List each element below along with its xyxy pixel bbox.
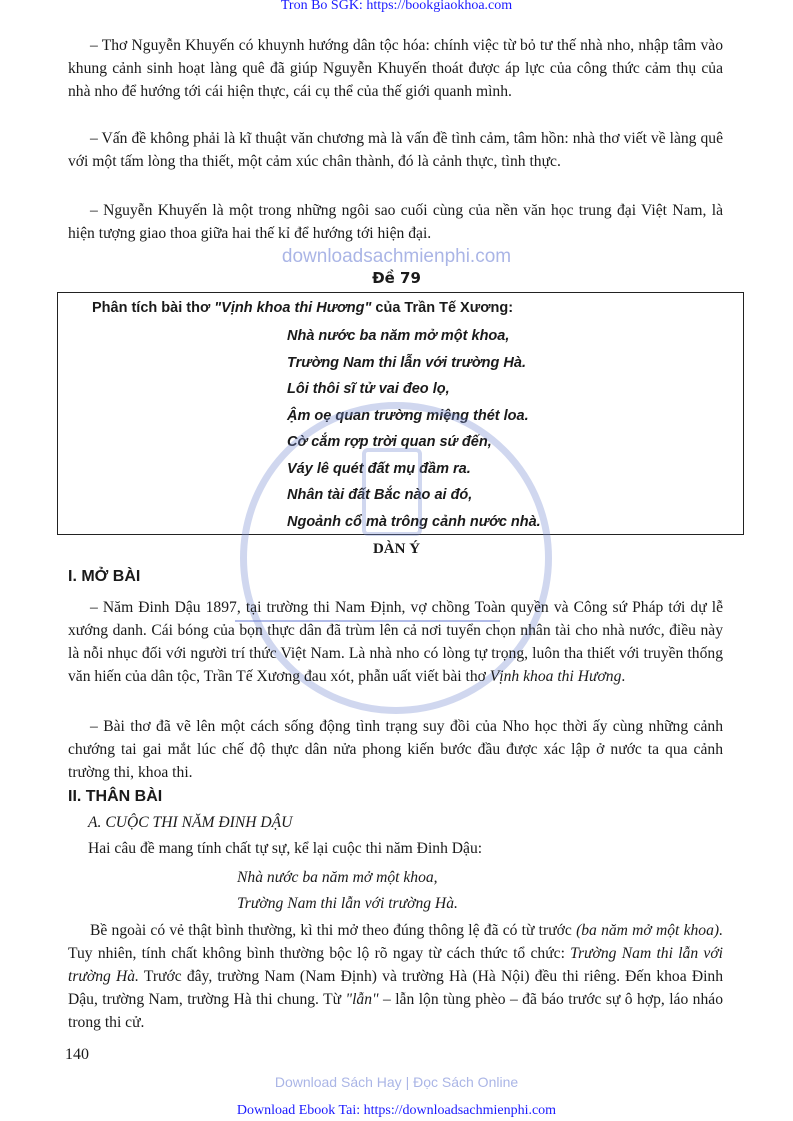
header-link[interactable]: Tron Bo SGK: https://bookgiaokhoa.com — [280, 0, 513, 13]
prompt-prefix: Phân tích bài thơ — [92, 300, 215, 316]
p-a: Bề ngoài có vẻ thật bình thường, kì thi mở theo đúng thông lệ đã có từ trước — [90, 922, 577, 939]
section2-quote — [237, 865, 458, 917]
intro-paragraph-1: – Thơ Nguyễn Khuyến có khuynh hướng dân tộc hóa: chính việc từ bỏ tư thế nhà nho, nhập tâm vào khung cảnh sinh hoạt làng quê đã giúp Nguyễn Khuyến thoát được áp lực của công thức cảm thụ của nhà nho để hướng tới cái hiện thực, cái cụ thể của thế giới quanh mình. — [68, 37, 723, 100]
poem-line: Váy lê quét đất mụ đầm ra. — [287, 460, 471, 477]
p1-text: – Năm Đinh Dậu 1897, tại trường thi Nam Định, vợ chồng Toàn quyền và Công sứ Pháp tới dự lễ xướng danh. Cái bóng của bọn thực dân đã trùm lên cả nơi tuyển chọn nhân tài cho nhà nước, điều này là nỗi nhục đối với người trí thức Việt Nam. Là nhà nho có lòng tự trọng, luôn tha thiết với truyền thống văn hiến của dân tộc, Trần Tế Xương đau xót, phẫn uất viết bài thơ — [68, 599, 723, 685]
p-b: (ba năm mở một khoa). — [576, 922, 723, 939]
exercise-prompt — [92, 300, 513, 316]
prompt-poem-title: "Vịnh khoa thi Hương" — [214, 300, 372, 316]
p-e: Trước đây, trường Nam (Nam Định) và trường Hà (Hà Nội) đều thi riêng. Đến khoa Đinh Dậu, trường Nam, trường Hà thi chung. Từ — [68, 968, 724, 1008]
section2-subheading: A. CUỘC THI NĂM ĐINH DẬU — [88, 814, 293, 831]
section1-heading: I. MỞ BÀI — [68, 568, 141, 585]
exercise-title: Đề 79 — [372, 269, 421, 287]
p-f: "lẫn" — [345, 991, 379, 1008]
section2-heading: II. THÂN BÀI — [68, 788, 163, 805]
quote-line: Trường Nam thi lẫn với trường Hà. — [237, 895, 458, 912]
p1-end: . — [621, 668, 626, 685]
intro-paragraph-2: – Vấn đề không phải là kĩ thuật văn chương mà là vấn đề tình cảm, tâm hồn: nhà thơ viết về làng quê với một tấm lòng tha thiết, một cảm xúc chân thành, đó là cảnh thực, tình thực. — [68, 130, 723, 170]
poem-line: Nhà nước ba năm mở một khoa, — [287, 328, 510, 344]
section2-paragraph — [68, 919, 723, 1034]
watermark-site: downloadsachmienphi.com — [281, 246, 512, 267]
p-c: Tuy nhiên, tính chất không bình thường bộc lộ rõ ngay từ cách thức tổ chức: — [68, 945, 571, 962]
section1-paragraph-1 — [68, 596, 723, 688]
p-g: – lẫn lộn tùng phèo – đã báo trước sự ô hợp, láo nháo trong thi cử. — [68, 991, 723, 1031]
section2-intro: Hai câu đề mang tính chất tự sự, kể lại cuộc thi năm Đinh Dậu: — [88, 840, 483, 857]
poem-line: Trường Nam thi lẫn với trường Hà. — [287, 354, 526, 371]
outline-title: DÀN Ý — [372, 541, 421, 557]
page-number: 140 — [65, 1046, 89, 1063]
poem-line: Cờ cắm rợp trời quan sứ đến, — [287, 434, 492, 450]
section1-paragraph-2: – Bài thơ đã vẽ lên một cách sống động tình trạng suy đồi của Nho học thời ấy cùng những cảnh chướng tai gai mắt lúc chế độ thực dân nửa phong kiến bước đầu được xác lập ở nước ta qua cảnh trường thi, khoa thi. — [68, 718, 723, 781]
watermark-book-icon — [362, 448, 422, 536]
poem-line: Lôi thôi sĩ tử vai đeo lọ, — [287, 381, 450, 397]
quote-line: Nhà nước ba năm mở một khoa, — [237, 869, 438, 886]
p-d: Trường Nam thi lẫn với trường Hà. — [68, 945, 723, 985]
poem-line: Ậm oẹ quan trường miệng thét loa. — [287, 407, 529, 424]
poem-line: Ngoảnh cổ mà trông cảnh nước nhà. — [287, 513, 541, 530]
poem-line: Nhân tài đất Bắc nào ai đó, — [287, 487, 473, 503]
prompt-suffix: của Trần Tế Xương: — [371, 300, 514, 316]
footer-link[interactable]: Download Ebook Tai: https://downloadsachmienphi.com — [236, 1103, 557, 1118]
p1-poem-title: Vịnh khoa thi Hương — [489, 668, 622, 685]
intro-paragraph-3: – Nguyễn Khuyến là một trong những ngôi sao cuối cùng của nền văn học trung đại Việt Nam, là hiện tượng giao thoa giữa hai thế kỉ để hướng tới hiện đại. — [68, 202, 723, 242]
watermark-tagline: Download Sách Hay | Đọc Sách Online — [274, 1074, 519, 1090]
